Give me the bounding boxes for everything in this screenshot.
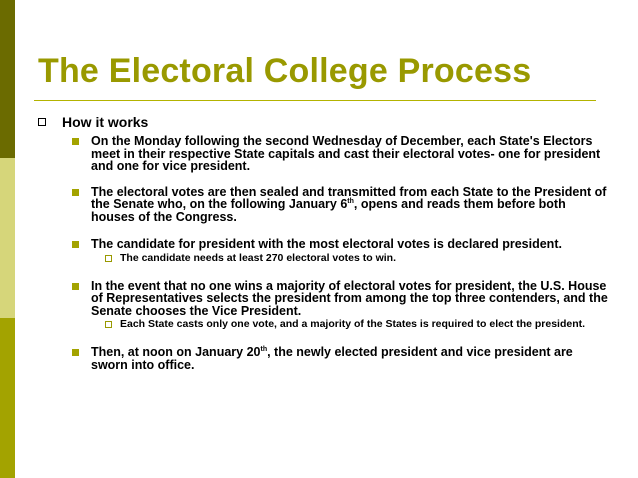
hollow-square-bullet-icon	[38, 118, 46, 126]
sub-bullet-item	[120, 319, 598, 330]
square-bullet-icon	[72, 283, 79, 290]
square-bullet-icon	[72, 241, 79, 248]
heading-item	[34, 114, 614, 131]
bullet-text-part: , opens and reads them before both houses of the Congress.	[91, 197, 566, 224]
heading-text: How it works	[62, 114, 149, 130]
bullet-text-part: Then, at noon on January 20	[91, 345, 261, 359]
square-bullet-icon	[72, 138, 79, 145]
hollow-square-bullet-icon	[105, 321, 112, 328]
slide-content	[34, 114, 614, 371]
sidebar-stripe-middle	[0, 158, 15, 318]
sub-bullet-item	[120, 253, 598, 264]
bullet-item	[91, 280, 608, 318]
bullet-text: The candidate for president with the most electoral votes is declared president.	[91, 237, 562, 251]
superscript: th	[347, 197, 354, 205]
bullet-text: On the Monday following the second Wednesday of December, each State's Electors meet in their respective State capitals and cast their electoral votes- one for president and one for vice president.	[91, 134, 601, 173]
sidebar-stripe-top	[0, 0, 15, 158]
sidebar-stripe-bottom	[0, 318, 15, 478]
title-divider	[34, 100, 596, 101]
hollow-square-bullet-icon	[105, 255, 112, 262]
square-bullet-icon	[72, 349, 79, 356]
slide-title: The Electoral College Process	[38, 52, 532, 90]
sub-bullet-text: The candidate needs at least 270 electoral votes to win.	[120, 251, 397, 264]
bullet-item	[91, 135, 608, 173]
bullet-text-part: , the newly elected president and vice president are sworn into office.	[91, 345, 573, 372]
square-bullet-icon	[72, 189, 79, 196]
bullet-item	[91, 238, 608, 251]
bullet-item	[91, 346, 608, 371]
sub-bullet-text: Each State casts only one vote, and a majority of the States is required to elect the president.	[120, 318, 586, 330]
bullet-text: In the event that no one wins a majority of electoral votes for president, the U.S. House of Representatives selects the president from among the top three contenders, and the Senate chooses the Vice President.	[91, 278, 608, 318]
superscript: th	[260, 345, 268, 353]
bullet-text-part: The electoral votes are then sealed and transmitted from each State to the President of the Senate who, on the following January 6	[91, 184, 607, 211]
bullet-item	[91, 186, 608, 224]
